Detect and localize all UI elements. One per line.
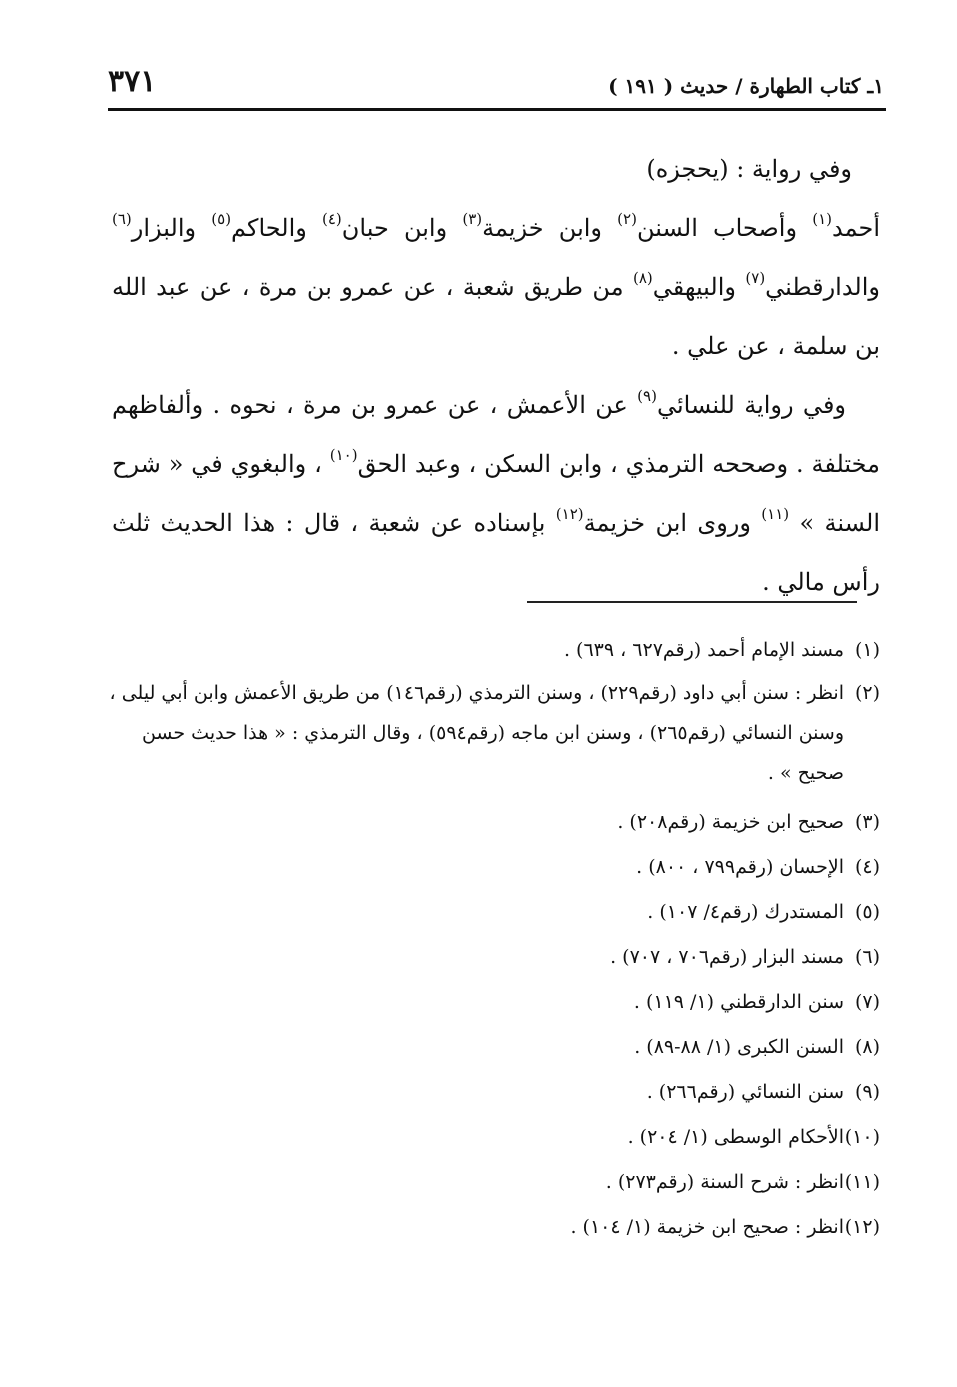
footnote-separator	[527, 601, 857, 603]
text-segment: وفي رواية للنسائي	[656, 391, 847, 419]
text-segment: أحمد	[832, 214, 880, 242]
footnote-ref[interactable]: (١١)	[761, 505, 790, 523]
footnote	[108, 980, 880, 1025]
footnote	[108, 935, 880, 980]
footnote-number: (٤)	[854, 856, 880, 878]
footnote	[108, 800, 880, 845]
footnote-ref[interactable]: (٣)	[462, 210, 483, 228]
footnote-ref[interactable]: (٤)	[322, 210, 342, 228]
main-text	[112, 140, 880, 612]
footnote-number: (٨)	[854, 1036, 880, 1058]
footnote	[108, 1205, 880, 1250]
footnote-text: انظر : سنن أبي داود (رقم٢٢٩) ، وسنن الترمذي (رقم١٤٦) من طريق الأعمش وابن أبي ليلى ، وسنن النسائي (رقم٢٦٥) ، وسنن ابن ماجه (رقم٥٩٤) ، وقال الترمذي : « هذا حديث حسن صحيح » .	[109, 682, 844, 784]
footnote-text: مسند البزار (رقم٧٠٦ ، ٧٠٧) .	[610, 946, 844, 968]
text-segment: وأصحاب السنن	[636, 214, 813, 242]
footnote	[108, 673, 880, 793]
text-segment: والبزار	[131, 214, 212, 242]
footnote-text: سنن النسائي (رقم٢٦٦) .	[646, 1081, 844, 1103]
paragraph-nasai	[112, 376, 880, 612]
text-segment: ، والبغوي في « شرح السنة »	[112, 450, 880, 537]
running-title: ١ـ كتاب الطهارة / حديث ( ١٩١ )	[608, 74, 884, 98]
variant-narration-text: وفي رواية : (يحجزه)	[646, 155, 852, 183]
footnote-text: سنن الدارقطني (١/ ١١٩) .	[633, 991, 844, 1013]
footnote-number: (٧)	[854, 991, 880, 1013]
text-segment: والبيهقي	[652, 273, 746, 301]
footnote	[108, 628, 880, 673]
footnotes	[108, 628, 880, 1250]
footnote-number: (٢)	[854, 682, 880, 704]
page-number: ٣٧١	[108, 64, 157, 99]
footnote-number: (٣)	[854, 811, 880, 833]
paragraph-sources	[112, 199, 880, 376]
footnote-number: (٦)	[854, 946, 880, 968]
footnote-number: (١١)	[844, 1171, 880, 1193]
text-segment: بإسناده عن شعبة ، قال : هذا الحديث ثلث رأس مالي .	[112, 509, 880, 596]
footnote-text: الإحسان (رقم٧٩٩ ، ٨٠٠) .	[636, 856, 844, 878]
footnote-ref[interactable]: (٦)	[112, 210, 132, 228]
footnote-ref[interactable]: (٥)	[211, 210, 232, 228]
footnote-ref[interactable]: (٩)	[637, 387, 657, 405]
footnote-text: الأحكام الوسطى (١/ ٢٠٤) .	[627, 1126, 844, 1148]
footnote-ref[interactable]: (٧)	[745, 269, 766, 287]
footnote-text: السنن الكبرى (١/ ٨٨-٨٩) .	[634, 1036, 844, 1058]
footnote-ref[interactable]: (١)	[812, 210, 833, 228]
footnote-ref[interactable]: (١٠)	[329, 446, 358, 464]
footnote	[108, 845, 880, 890]
footnote	[108, 1115, 880, 1160]
footnote-number: (٩)	[854, 1081, 880, 1103]
footnote-number: (١٠)	[844, 1126, 880, 1148]
footnote-number: (٥)	[854, 901, 880, 923]
text-segment: وابن خزيمة	[482, 214, 618, 242]
footnote	[108, 1070, 880, 1115]
footnote-ref[interactable]: (٨)	[632, 269, 653, 287]
footnote-number: (١٢)	[844, 1216, 880, 1238]
footnote-ref[interactable]: (١٢)	[555, 505, 584, 523]
footnote	[108, 890, 880, 935]
footnote	[108, 1025, 880, 1070]
header-rule	[108, 108, 886, 111]
text-segment: والحاكم	[231, 214, 322, 242]
text-segment: وابن حبان	[341, 214, 463, 242]
footnote	[108, 1160, 880, 1205]
footnote-text: مسند الإمام أحمد (رقم٦٢٧ ، ٦٣٩) .	[563, 639, 844, 661]
text-segment: من طريق شعبة ، عن عمرو بن مرة ، عن عبد الله بن سلمة ، عن علي .	[112, 273, 880, 360]
text-segment: والدارقطني	[765, 273, 881, 301]
variant-narration-line	[112, 140, 880, 199]
footnote-text: صحيح ابن خزيمة (رقم٢٠٨) .	[617, 811, 844, 833]
page-header	[108, 60, 884, 110]
footnote-number: (١)	[854, 639, 880, 661]
footnote-ref[interactable]: (٢)	[617, 210, 637, 228]
text-segment: عن الأعمش ، عن عمرو بن مرة ، نحوه . وألفاظهم مختلفة . وصححه الترمذي ، وابن السكن ، وعبد الحق	[112, 391, 880, 478]
footnote-text: انظر : شرح السنة (رقم٢٧٣) .	[605, 1171, 844, 1193]
footnote-text: المستدرك (رقم٤/ ١٠٧) .	[647, 901, 844, 923]
text-segment: وروى ابن خزيمة	[583, 509, 762, 537]
footnote-text: انظر : صحيح ابن خزيمة (١/ ١٠٤) .	[570, 1216, 844, 1238]
